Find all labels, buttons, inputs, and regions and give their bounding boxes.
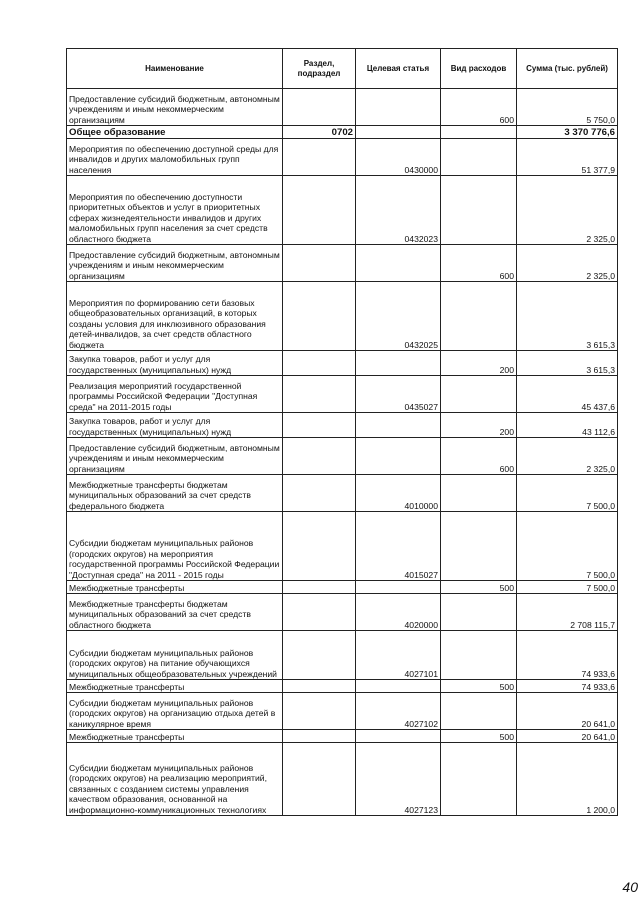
row-sum: 74 933,6	[517, 631, 618, 680]
row-type: 500	[441, 730, 517, 743]
row-target: 4015027	[356, 512, 441, 581]
row-sum: 43 112,6	[517, 413, 618, 438]
row-section	[283, 245, 356, 282]
row-type	[441, 693, 517, 730]
table-row	[67, 139, 618, 176]
row-sum: 7 500,0	[517, 581, 618, 594]
row-name: Мероприятия по обеспечению доступной среды для инвалидов и других маломобильных групп населения	[67, 139, 283, 176]
table-row	[67, 245, 618, 282]
row-type	[441, 139, 517, 176]
row-sum: 20 641,0	[517, 693, 618, 730]
table-row	[67, 89, 618, 126]
row-name: Субсидии бюджетам муниципальных районов (городских округов) на реализацию мероприятий, связанных с созданием системы управления качеством образования, основанной на информационно-коммуникационных технологиях	[67, 743, 283, 816]
row-sum: 2 325,0	[517, 245, 618, 282]
row-sum: 5 750,0	[517, 89, 618, 126]
row-section	[283, 743, 356, 816]
row-target	[356, 680, 441, 693]
row-section	[283, 680, 356, 693]
row-target	[356, 730, 441, 743]
row-type: 500	[441, 581, 517, 594]
header-type: Вид расходов	[441, 49, 517, 89]
row-section	[283, 730, 356, 743]
row-name: Межбюджетные трансферты	[67, 680, 283, 693]
row-target	[356, 351, 441, 376]
table-row	[67, 475, 618, 512]
row-name: Субсидии бюджетам муниципальных районов (городских округов) на организацию отдыха детей в каникулярное время	[67, 693, 283, 730]
table-row	[67, 438, 618, 475]
row-name: Закупка товаров, работ и услуг для государственных (муниципальных) нужд	[67, 413, 283, 438]
row-sum: 2 708 115,7	[517, 594, 618, 631]
table-row	[67, 693, 618, 730]
row-target: 0432025	[356, 282, 441, 351]
row-target: 4027101	[356, 631, 441, 680]
row-sum: 2 325,0	[517, 176, 618, 245]
header-section: Раздел, подраздел	[283, 49, 356, 89]
row-target	[356, 89, 441, 126]
row-type	[441, 512, 517, 581]
row-section: 0702	[283, 126, 356, 139]
row-section	[283, 139, 356, 176]
row-target	[356, 438, 441, 475]
row-name: Межбюджетные трансферты	[67, 730, 283, 743]
row-type	[441, 475, 517, 512]
row-target: 0430000	[356, 139, 441, 176]
row-type: 200	[441, 351, 517, 376]
table-row	[67, 176, 618, 245]
row-section	[283, 282, 356, 351]
row-section	[283, 376, 356, 413]
row-target: 0435027	[356, 376, 441, 413]
row-section	[283, 351, 356, 376]
row-type: 600	[441, 438, 517, 475]
row-section	[283, 438, 356, 475]
row-target	[356, 581, 441, 594]
row-target: 0432023	[356, 176, 441, 245]
row-name: Межбюджетные трансферты бюджетам муниципальных образований за счет средств федерального бюджета	[67, 475, 283, 512]
row-name: Мероприятия по обеспечению доступности приоритетных объектов и услуг в приоритетных сферах жизнедеятельности инвалидов и других маломобильных групп населения за счет средств областного бюджета	[67, 176, 283, 245]
header-row	[67, 49, 618, 89]
row-sum: 7 500,0	[517, 475, 618, 512]
table-row	[67, 730, 618, 743]
row-type	[441, 631, 517, 680]
row-name: Реализация мероприятий государственной программы Российской Федерации "Доступная среда" на 2011-2015 годы	[67, 376, 283, 413]
table-row	[67, 594, 618, 631]
row-section	[283, 413, 356, 438]
row-section	[283, 176, 356, 245]
row-type: 500	[441, 680, 517, 693]
row-type: 200	[441, 413, 517, 438]
header-name: Наименование	[67, 49, 283, 89]
header-sum: Сумма (тыс. рублей)	[517, 49, 618, 89]
row-sum: 3 615,3	[517, 282, 618, 351]
row-name: Межбюджетные трансферты бюджетам муниципальных образований за счет средств областного бюджета	[67, 594, 283, 631]
table-row	[67, 126, 618, 139]
row-type: 600	[441, 89, 517, 126]
table-row	[67, 581, 618, 594]
table-row	[67, 743, 618, 816]
row-sum: 7 500,0	[517, 512, 618, 581]
table-row	[67, 282, 618, 351]
row-sum: 1 200,0	[517, 743, 618, 816]
row-name: Предоставление субсидий бюджетным, автономным учреждениям и иным некоммерческим организациям	[67, 438, 283, 475]
row-type	[441, 126, 517, 139]
table-row	[67, 680, 618, 693]
row-name: Мероприятия по формированию сети базовых общеобразовательных организаций, в которых созданы условия для инклюзивного образования детей-инвалидов, за счет средств областного бюджета	[67, 282, 283, 351]
row-sum: 20 641,0	[517, 730, 618, 743]
row-target: 4020000	[356, 594, 441, 631]
row-sum: 2 325,0	[517, 438, 618, 475]
row-name: Общее образование	[67, 126, 283, 139]
row-name: Закупка товаров, работ и услуг для государственных (муниципальных) нужд	[67, 351, 283, 376]
table-row	[67, 512, 618, 581]
table-row	[67, 631, 618, 680]
row-section	[283, 631, 356, 680]
budget-table	[66, 48, 618, 816]
table-row	[67, 413, 618, 438]
header-target: Целевая статья	[356, 49, 441, 89]
row-type	[441, 376, 517, 413]
row-section	[283, 512, 356, 581]
row-name: Субсидии бюджетам муниципальных районов (городских округов) на питание обучающихся муниципальных общеобразовательных учреждений	[67, 631, 283, 680]
row-sum: 45 437,6	[517, 376, 618, 413]
row-target: 4010000	[356, 475, 441, 512]
row-name: Предоставление субсидий бюджетным, автономным учреждениям и иным некоммерческим организациям	[67, 89, 283, 126]
row-name: Межбюджетные трансферты	[67, 581, 283, 594]
row-section	[283, 475, 356, 512]
row-target: 4027123	[356, 743, 441, 816]
row-type	[441, 743, 517, 816]
row-name: Предоставление субсидий бюджетным, автономным учреждениям и иным некоммерческим организациям	[67, 245, 283, 282]
row-sum: 51 377,9	[517, 139, 618, 176]
row-sum: 3 370 776,6	[517, 126, 618, 139]
table-row	[67, 351, 618, 376]
row-type: 600	[441, 245, 517, 282]
row-sum: 74 933,6	[517, 680, 618, 693]
page-number: 40	[622, 879, 638, 895]
row-type	[441, 594, 517, 631]
row-target	[356, 126, 441, 139]
row-section	[283, 89, 356, 126]
row-name: Субсидии бюджетам муниципальных районов (городских округов) на мероприятия государственной программы Российской Федерации "Доступная среда" на 2011 - 2015 годы	[67, 512, 283, 581]
row-target	[356, 245, 441, 282]
row-type	[441, 176, 517, 245]
row-target: 4027102	[356, 693, 441, 730]
row-sum: 3 615,3	[517, 351, 618, 376]
table-row	[67, 376, 618, 413]
row-target	[356, 413, 441, 438]
row-section	[283, 581, 356, 594]
row-section	[283, 693, 356, 730]
row-section	[283, 594, 356, 631]
row-type	[441, 282, 517, 351]
